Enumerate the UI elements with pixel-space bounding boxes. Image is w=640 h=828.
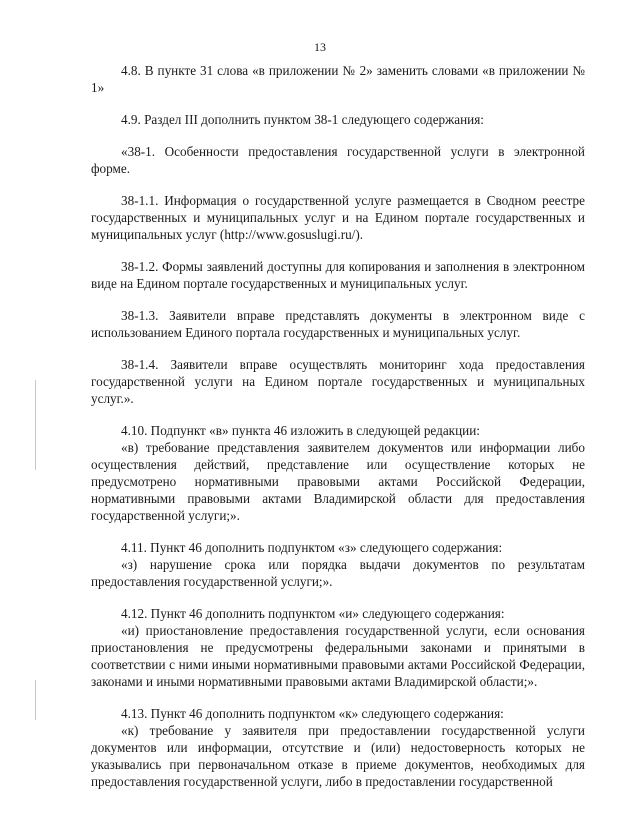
paragraph-38-1: «38-1. Особенности предоставления государственной услуги в электронной форме.: [91, 144, 585, 176]
paragraph-38-1-1: 38-1.1. Информация о государственной услуге размещается в Сводном реестре государственных и муниципальных услуг и на Едином портале государственных и муниципальных услуг (http://www.gosuslugi.ru/).: [91, 193, 585, 242]
paragraph-4-10-text: «в) требование представления заявителем документов или информации либо осуществления действий, представление или осуществление которых не предусмотрено нормативными правовыми актами Российской Федерации, нормативными правовыми актами Владимирской области для предоставления государственной услуги;».: [91, 440, 585, 523]
paragraph-38-1-2: 38-1.2. Формы заявлений доступны для копирования и заполнения в электронном виде на Едином портале государственных и муниципальных услуг.: [91, 259, 585, 291]
scan-edge-mark: [35, 680, 36, 720]
paragraph-4-13: 4.13. Пункт 46 дополнить подпунктом «к» следующего содержания:: [121, 706, 504, 721]
paragraph-4-9: 4.9. Раздел III дополнить пунктом 38-1 следующего содержания:: [121, 112, 484, 127]
paragraph-4-12: 4.12. Пункт 46 дополнить подпунктом «и» следующего содержания:: [121, 606, 505, 621]
paragraph-4-10: 4.10. Подпункт «в» пункта 46 изложить в следующей редакции:: [121, 423, 480, 438]
page-number: 13: [314, 40, 326, 54]
document-body: [91, 62, 585, 790]
paragraph-4-12-text: «и) приостановление предоставления государственной услуги, если основания приостановления не предусмотрены федеральными законами и принятыми в соответствии с ними иными нормативными правовыми актами Российской Федерации, законами и иными нормативными правовыми актами Владимирской области;».: [91, 623, 585, 689]
paragraph-38-1-3: 38-1.3. Заявители вправе представлять документы в электронном виде с использованием Единого портала государственных и муниципальных услуг.: [91, 308, 585, 340]
paragraph-4-13-text: «к) требование у заявителя при предоставлении государственной услуги документов или информации, отсутствие и (или) недостоверность которых не указывались при первоначальном отказе в приеме документов, необходимых для предоставления государственной услуги, либо в предоставлении государственной: [91, 723, 585, 789]
paragraph-38-1-4: 38-1.4. Заявители вправе осуществлять мониторинг хода предоставления государственной услуги на Едином портале государственных и муниципальных услуг.».: [91, 357, 585, 406]
scan-edge-mark: [35, 380, 36, 470]
paragraph-4-11: 4.11. Пункт 46 дополнить подпунктом «з» следующего содержания:: [121, 540, 503, 555]
paragraph-4-11-text: «з) нарушение срока или порядка выдачи документов по результатам предоставления государственной услуги;».: [91, 557, 585, 589]
paragraph-4-8: 4.8. В пункте 31 слова «в приложении № 2» заменить словами «в приложении № 1»: [91, 63, 585, 95]
